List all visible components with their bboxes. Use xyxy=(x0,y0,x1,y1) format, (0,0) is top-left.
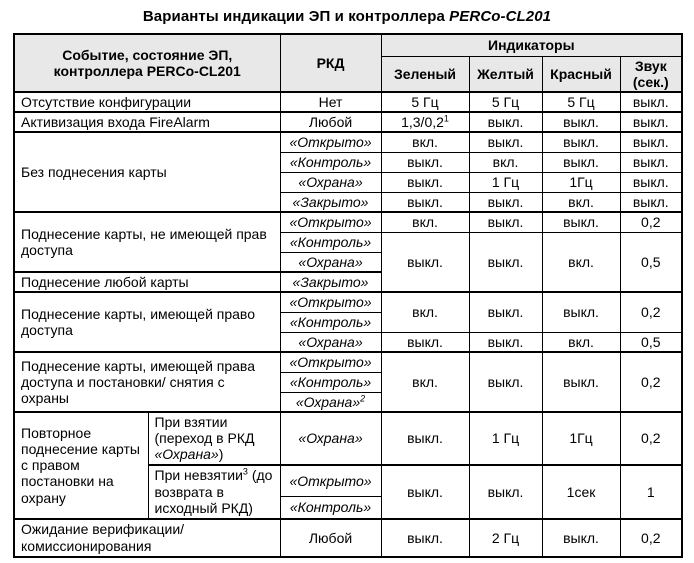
table-row xyxy=(14,112,682,132)
page-title xyxy=(0,0,694,25)
sound-cell: 0,2 xyxy=(620,519,682,557)
sound-cell: 0,2 xyxy=(620,412,682,464)
red-cell: выкл. xyxy=(542,212,620,232)
event-cell: Отсутствие конфигурации xyxy=(14,92,280,112)
subevent-cell: При невзятии$^3$ (до возврата в исходный РКД) xyxy=(148,465,280,519)
rkd-cell: «Контроль» xyxy=(280,372,381,392)
header-rkd: РКД xyxy=(280,34,381,92)
event-cell: Поднесение карты, имеющей право доступа xyxy=(14,292,280,352)
rkd-cell: Нет xyxy=(280,92,381,112)
header-sound: Звук (сек.) xyxy=(620,56,682,92)
rkd-cell: Любой xyxy=(280,112,381,132)
green-cell: выкл. xyxy=(381,172,469,192)
green-cell: выкл. xyxy=(381,332,469,352)
red-cell: выкл. xyxy=(542,152,620,172)
sound-cell: 0,5 xyxy=(620,332,682,352)
yellow-cell: 1 Гц xyxy=(469,172,542,192)
green-cell: 5 Гц xyxy=(381,92,469,112)
yellow-cell: выкл. xyxy=(469,465,542,519)
sound-cell: 0,2 xyxy=(620,212,682,232)
red-cell: 5 Гц xyxy=(542,92,620,112)
table-row xyxy=(14,412,682,464)
event-cell: Поднесение любой карты xyxy=(14,272,280,292)
event-cell: Повторное поднесение карты с правом постановки на охрану xyxy=(14,412,148,518)
green-cell: выкл. xyxy=(381,519,469,557)
sound-cell: выкл. xyxy=(620,152,682,172)
red-cell: вкл. xyxy=(542,332,620,352)
yellow-cell: выкл. xyxy=(469,212,542,232)
table-row xyxy=(14,519,682,557)
rkd-cell: «Открыто» xyxy=(280,292,381,312)
rkd-cell: «Закрыто» xyxy=(280,272,381,292)
rkd-cell: «Открыто» xyxy=(280,465,381,497)
rkd-cell: «Контроль» xyxy=(280,497,381,519)
footnote-ref-1: 1 xyxy=(443,113,449,124)
header-red: Красный xyxy=(542,56,620,92)
red-cell: выкл. xyxy=(542,519,620,557)
green-cell: $1,3/0,2^1$ xyxy=(381,112,469,132)
red-cell: вкл. xyxy=(542,232,620,292)
table-row xyxy=(14,132,682,152)
red-cell: вкл. xyxy=(542,192,620,212)
event-cell: Поднесение карты, имеющей права доступа и постановки/ снятия с охраны xyxy=(14,352,280,412)
green-cell: выкл. xyxy=(381,412,469,464)
sound-cell: выкл. xyxy=(620,192,682,212)
header-row-1 xyxy=(14,34,682,56)
yellow-cell: выкл. xyxy=(469,232,542,292)
rkd-cell: «Охрана» xyxy=(280,412,381,464)
red-cell: выкл. xyxy=(542,292,620,332)
header-indicators: Индикаторы xyxy=(381,34,682,56)
rkd-cell: «Открыто» xyxy=(280,132,381,152)
sound-cell: выкл. xyxy=(620,92,682,112)
title-model: PERCo-CL201 xyxy=(449,8,552,25)
header-yellow: Желтый xyxy=(469,56,542,92)
footnote-ref-3: 3 xyxy=(242,466,248,477)
green-cell: выкл. xyxy=(381,232,469,292)
red-cell: выкл. xyxy=(542,352,620,412)
yellow-cell: выкл. xyxy=(469,132,542,152)
sound-cell: выкл. xyxy=(620,172,682,192)
yellow-cell: выкл. xyxy=(469,332,542,352)
sound-cell: 0,5 xyxy=(620,232,682,292)
green-cell: выкл. xyxy=(381,152,469,172)
green-cell: вкл. xyxy=(381,132,469,152)
table-row xyxy=(14,352,682,372)
sound-cell: 0,2 xyxy=(620,352,682,412)
red-cell: 1Гц xyxy=(542,412,620,464)
rkd-cell: «Охрана» xyxy=(280,332,381,352)
footnote-ref-2: 2 xyxy=(360,393,366,404)
rkd-cell: «Открыто» xyxy=(280,352,381,372)
yellow-cell: выкл. xyxy=(469,292,542,332)
rkd-cell: Любой xyxy=(280,519,381,557)
green-cell: выкл. xyxy=(381,465,469,519)
green-cell: вкл. xyxy=(381,212,469,232)
yellow-cell: выкл. xyxy=(469,192,542,212)
yellow-cell: 5 Гц xyxy=(469,92,542,112)
yellow-cell: 1 Гц xyxy=(469,412,542,464)
rkd-cell: «Охрана» xyxy=(280,172,381,192)
green-cell: вкл. xyxy=(381,292,469,332)
red-cell: выкл. xyxy=(542,132,620,152)
indication-table xyxy=(13,33,683,558)
subevent-cell: При взятии (переход в РКД «Охрана») xyxy=(148,412,280,464)
event-cell: Ожидание верификации/ комиссионирования xyxy=(14,519,280,557)
rkd-cell: «Охрана»$^2$ xyxy=(280,392,381,412)
table-row xyxy=(14,292,682,312)
red-cell: 1сек xyxy=(542,465,620,519)
sound-cell: 0,2 xyxy=(620,292,682,332)
rkd-cell: «Контроль» xyxy=(280,232,381,252)
rkd-cell: «Контроль» xyxy=(280,312,381,332)
yellow-cell: вкл. xyxy=(469,152,542,172)
header-event: Событие, состояние ЭП, контроллера PERCo-CL201 xyxy=(14,34,280,92)
sound-cell: выкл. xyxy=(620,132,682,152)
green-cell: выкл. xyxy=(381,192,469,212)
red-cell: 1Гц xyxy=(542,172,620,192)
event-cell: Без поднесения карты xyxy=(14,132,280,212)
table-row xyxy=(14,92,682,112)
rkd-cell: «Открыто» xyxy=(280,212,381,232)
sound-cell: 1 xyxy=(620,465,682,519)
rkd-cell: «Охрана» xyxy=(280,252,381,272)
rkd-cell: «Закрыто» xyxy=(280,192,381,212)
rkd-cell: «Контроль» xyxy=(280,152,381,172)
event-cell: Поднесение карты, не имеющей прав доступа xyxy=(14,212,280,272)
red-cell: выкл. xyxy=(542,112,620,132)
table-row xyxy=(14,212,682,232)
sound-cell: выкл. xyxy=(620,112,682,132)
yellow-cell: выкл. xyxy=(469,352,542,412)
event-cell: Активизация входа FireAlarm xyxy=(14,112,280,132)
header-green: Зеленый xyxy=(381,56,469,92)
yellow-cell: 2 Гц xyxy=(469,519,542,557)
yellow-cell: выкл. xyxy=(469,112,542,132)
green-cell: вкл. xyxy=(381,352,469,412)
title-text: Варианты индикации ЭП и контроллера xyxy=(142,8,450,25)
